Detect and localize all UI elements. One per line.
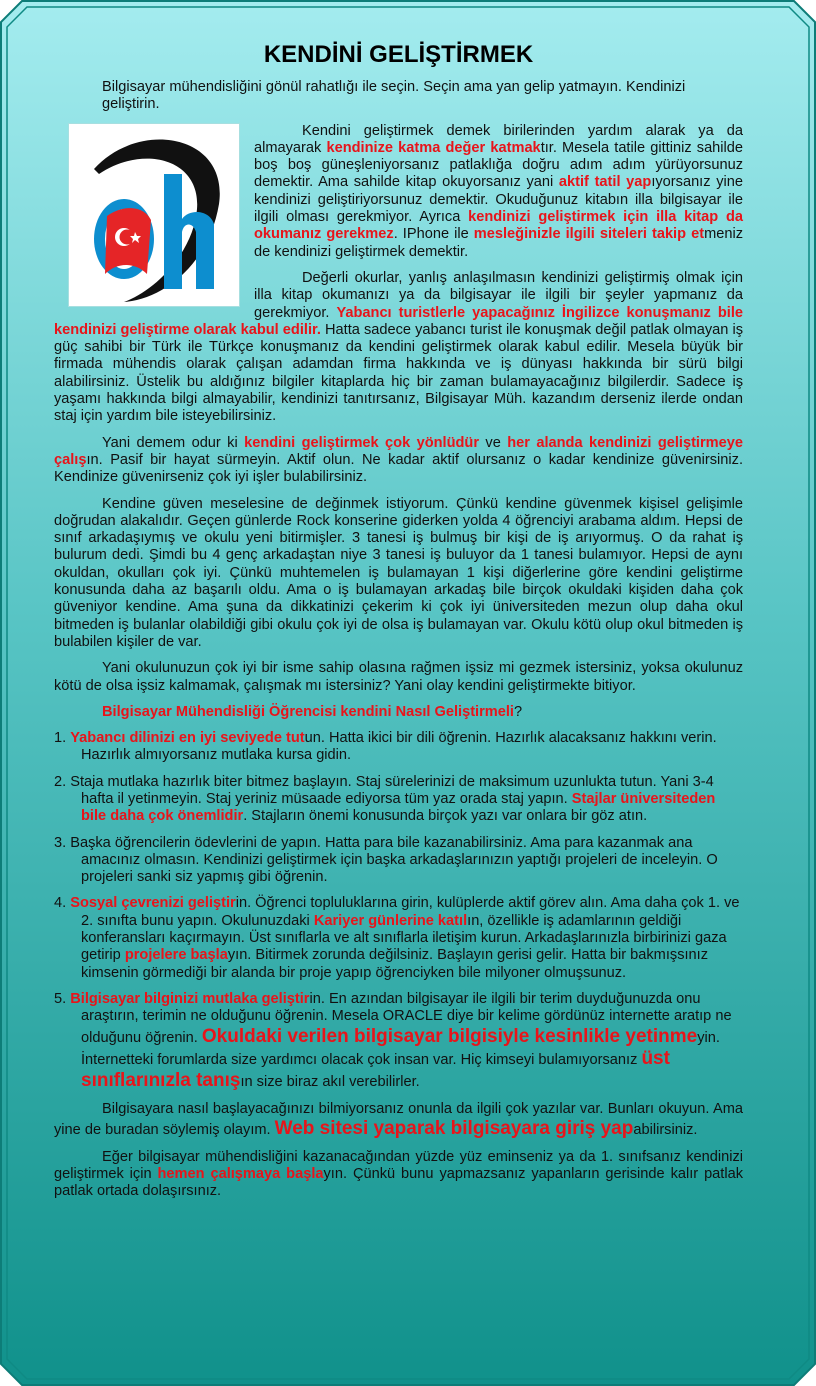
page-title: KENDİNİ GELİŞTİRMEK	[263, 41, 534, 68]
article	[54, 40, 743, 1210]
dh-logo-icon	[69, 124, 239, 306]
paragraph-5: Yani okulunuzun çok iyi bir isme sahip olasına rağmen işsiz mi gezmek istersiniz, yoksa okulunuz kötü de olsa işsiz kalmamak, çalışmak mı istersiniz? Yani olay kendini geliştirmekte bitiyor.	[54, 660, 743, 694]
tips-list	[54, 730, 743, 1091]
list-item: 2. Staja mutlaka hazırlık biter bitmez başlayın. Staj sürelerinizi de maksimum uzunlukta tutun. Yani 3-4 hafta il yetinmeyin. Staj yeriniz müsaade ediyorsa tüm yaz orada staj yapın. Stajlar üniversiteden bile daha çok önemlidir. Stajların önemi konusunda birçok yazı var onlara bir göz atın.	[54, 773, 716, 825]
list-item: 1. Yabancı dilinizi en iyi seviyede tutun. Hatta ikici bir dili öğrenin. Hazırlık alacaksanız hakkını verin. Hazırlık almıyorsanız mutlaka kursa gidin.	[54, 730, 717, 764]
paragraph-6: Bilgisayara nasıl başlayacağınızı bilmiyorsanız onunla da ilgili çok yazılar var. Bunları okuyun. Ama yine de buradan söylemiş olayım. Web sitesi yaparak bilgisayara giriş yapabilirsiniz.	[54, 1100, 743, 1139]
site-logo	[68, 123, 240, 307]
paragraph-3: Yani demem odur ki kendini geliştirmek çok yönlüdür ve her alanda kendinizi geliştirmeye çalışın. Pasif bir hayat sürmeyin. Aktif olun. Ne kadar aktif olursanız o kadar kendinize güvenirsiniz. Kendinize güvenirseniz çok iyi işler bulabilirsiniz.	[54, 434, 743, 486]
list-item: 5. Bilgisayar bilginizi mutlaka geliştirin. En azından bilgisayar ile ilgili bir terim duyduğunuzda onu araştırın, terimin ne olduğunu öğrenin. Mesela ORACLE diye bir kelime gördünüz internette aratıp ne olduğunu öğrenin. Okuldaki verilen bilgisayar bilgisiyle kesinlikle yetinmeyin. İnternetteki forumlarda size yardımcı olacak çok insan var. Hiç kimseyi bulamıyorsanız üst sınıflarınızla tanışın size biraz akıl verebilirler.	[54, 990, 732, 1091]
list-item: 4. Sosyal çevrenizi geliştirin. Öğrenci topluluklarına girin, kulüplerde aktif görev alın. Ama daha çok 1. ve 2. sınıfta bunu yapın. Okulunuzdaki Kariyer günlerine katılın, özellikle iş adamlarının geldiği konferansları kaçırmayın. Üst sınıflarla ve alt sınıflarla iletişim kurun. Arkadaşlarınızla birbirinizi gaza getirip projelere başlayın. Bitirmek zorunda değilsiniz. Başlayın gerisi gelir. Hatta bir bakmışsınız kimsenin görmediği bir alanda bir proje yapıp öğrenciyken bile milyoner olmuşsunuz.	[54, 895, 740, 981]
list-item: 3. Başka öğrencilerin ödevlerini de yapın. Hatta para bile kazanabilirsiniz. Ama para kazanmak ana amacınız olmasın. Kendinizi geliştirmek için başka arkadaşlarınızın yaptığı projeleri de inceleyin. O projeleri sanki siz yapmış gibi öğrenin.	[54, 834, 718, 886]
subtitle: Bilgisayar mühendisliğini gönül rahatlığı ile seçin. Seçin ama yan gelip yatmayın. Kendinizi geliştirin.	[102, 79, 686, 113]
paragraph-4: Kendine güven meselesine de değinmek istiyorum. Çünkü kendine güvenmek kişisel gelişimle doğrudan alakalıdır. Geçen günlerde Rock konserine giderken yolda 4 öğrenciyi arabama aldım. Hepsi de sınıf arkadaşıymış ve okulu yeni bitirmişler. 3 tanesi iş bulmuş bir kişi de iş arıyormuş. O da rahat iş bulurum dedi. Şimdi bu 4 genç arkadaştan niye 3 tanesi iş buluyor da 1 tanesi bulamıyor. Hepsi de aynı okuldan, okulları çok iyi. Çünkü muhtemelen iş bulamayan 1 kişi diğerlerine göre kendini geliştirme konusunda daha az başarılı oldu. Ama o iş bulamayan arkadaş bile birçok okuldaki kişiden daha çok güveniyor kendine. Ama şuna da dikkatinizi çekerim ki çok iyi üniversiteden mezun olup daha okul bitmeden iş bulanlar olabildiği gibi okulu çok iyi de olsa iş bulamayan var. Okulu kötü olup okul bitmeden iş bulabilen kişiler de var.	[54, 495, 743, 650]
paragraph-2: Değerli okurlar, yanlış anlaşılmasın kendinizi geliştirmiş olmak için illa kitap okumanızı ya da bilgisayar ile ilgili bir şeyler yapmanız da gerekmiyor. Yabancı turistlerle yapacağınız İngilizce konuşmanız bile kendinizi geliştirme olarak kabul edilir. Hatta sadece yabancı turist ile konuşmak değil patlak olmayan iş güç sahibi bir Türk ile Türkçe konuşmanız da kendini geliştirmek olarak kabul edilir. Mesela büyük bir firmada mühendis olarak çalışan adamdan firma hakkında ve iş dünyası hakkında bir sürü bilgi alabilirsiniz. Üstelik bu aldığınız bilgiler kitaplarda hiç bir zaman bulamayacağınız bilgilerdir. Sadece iş yaşamı hakkında bilgi almayabilir, kendinizi tanıtırsanız, Bilgisayar Müh. kazandım derseniz ilerde ondan staj için yardım bile isteyebilirsiniz.	[54, 269, 743, 425]
paragraph-1: Kendini geliştirmek demek birilerinden yardım alarak ya da almayarak kendinize katma değer katmaktır. Mesela tatile gittiniz sahilde boş boş güneşleniyorsanız patlaklığa doğru adım adım yürüyorsunuz demektir. Ama sahilde kitap okuyorsanız yani aktif tatil yapıyorsanız yine kendinizi geliştiriyorsunuz demektir. Okuduğunuz kitabın illa bilgisayar ile ilgili olması gerekmiyor. Ayrıca kendinizi geliştirmek için illa kitap da okumanız gerekmez. IPhone ile mesleğinizle ilgili siteleri takip etmeniz de kendinizi geliştirmek demektir.	[254, 122, 744, 260]
paragraph-7: Eğer bilgisayar mühendisliğini kazanacağından yüzde yüz eminseniz ya da 1. sınıfsanız kendinizi geliştirmek için hemen çalışmaya başlayın. Çünkü bunu yapmazsanız yapanların gerisinde kalır patlak patlak ortada dolaşırsınız.	[54, 1148, 744, 1200]
section-question: Bilgisayar Mühendisliği Öğrencisi kendini Nasıl Geliştirmeli?	[102, 703, 523, 720]
